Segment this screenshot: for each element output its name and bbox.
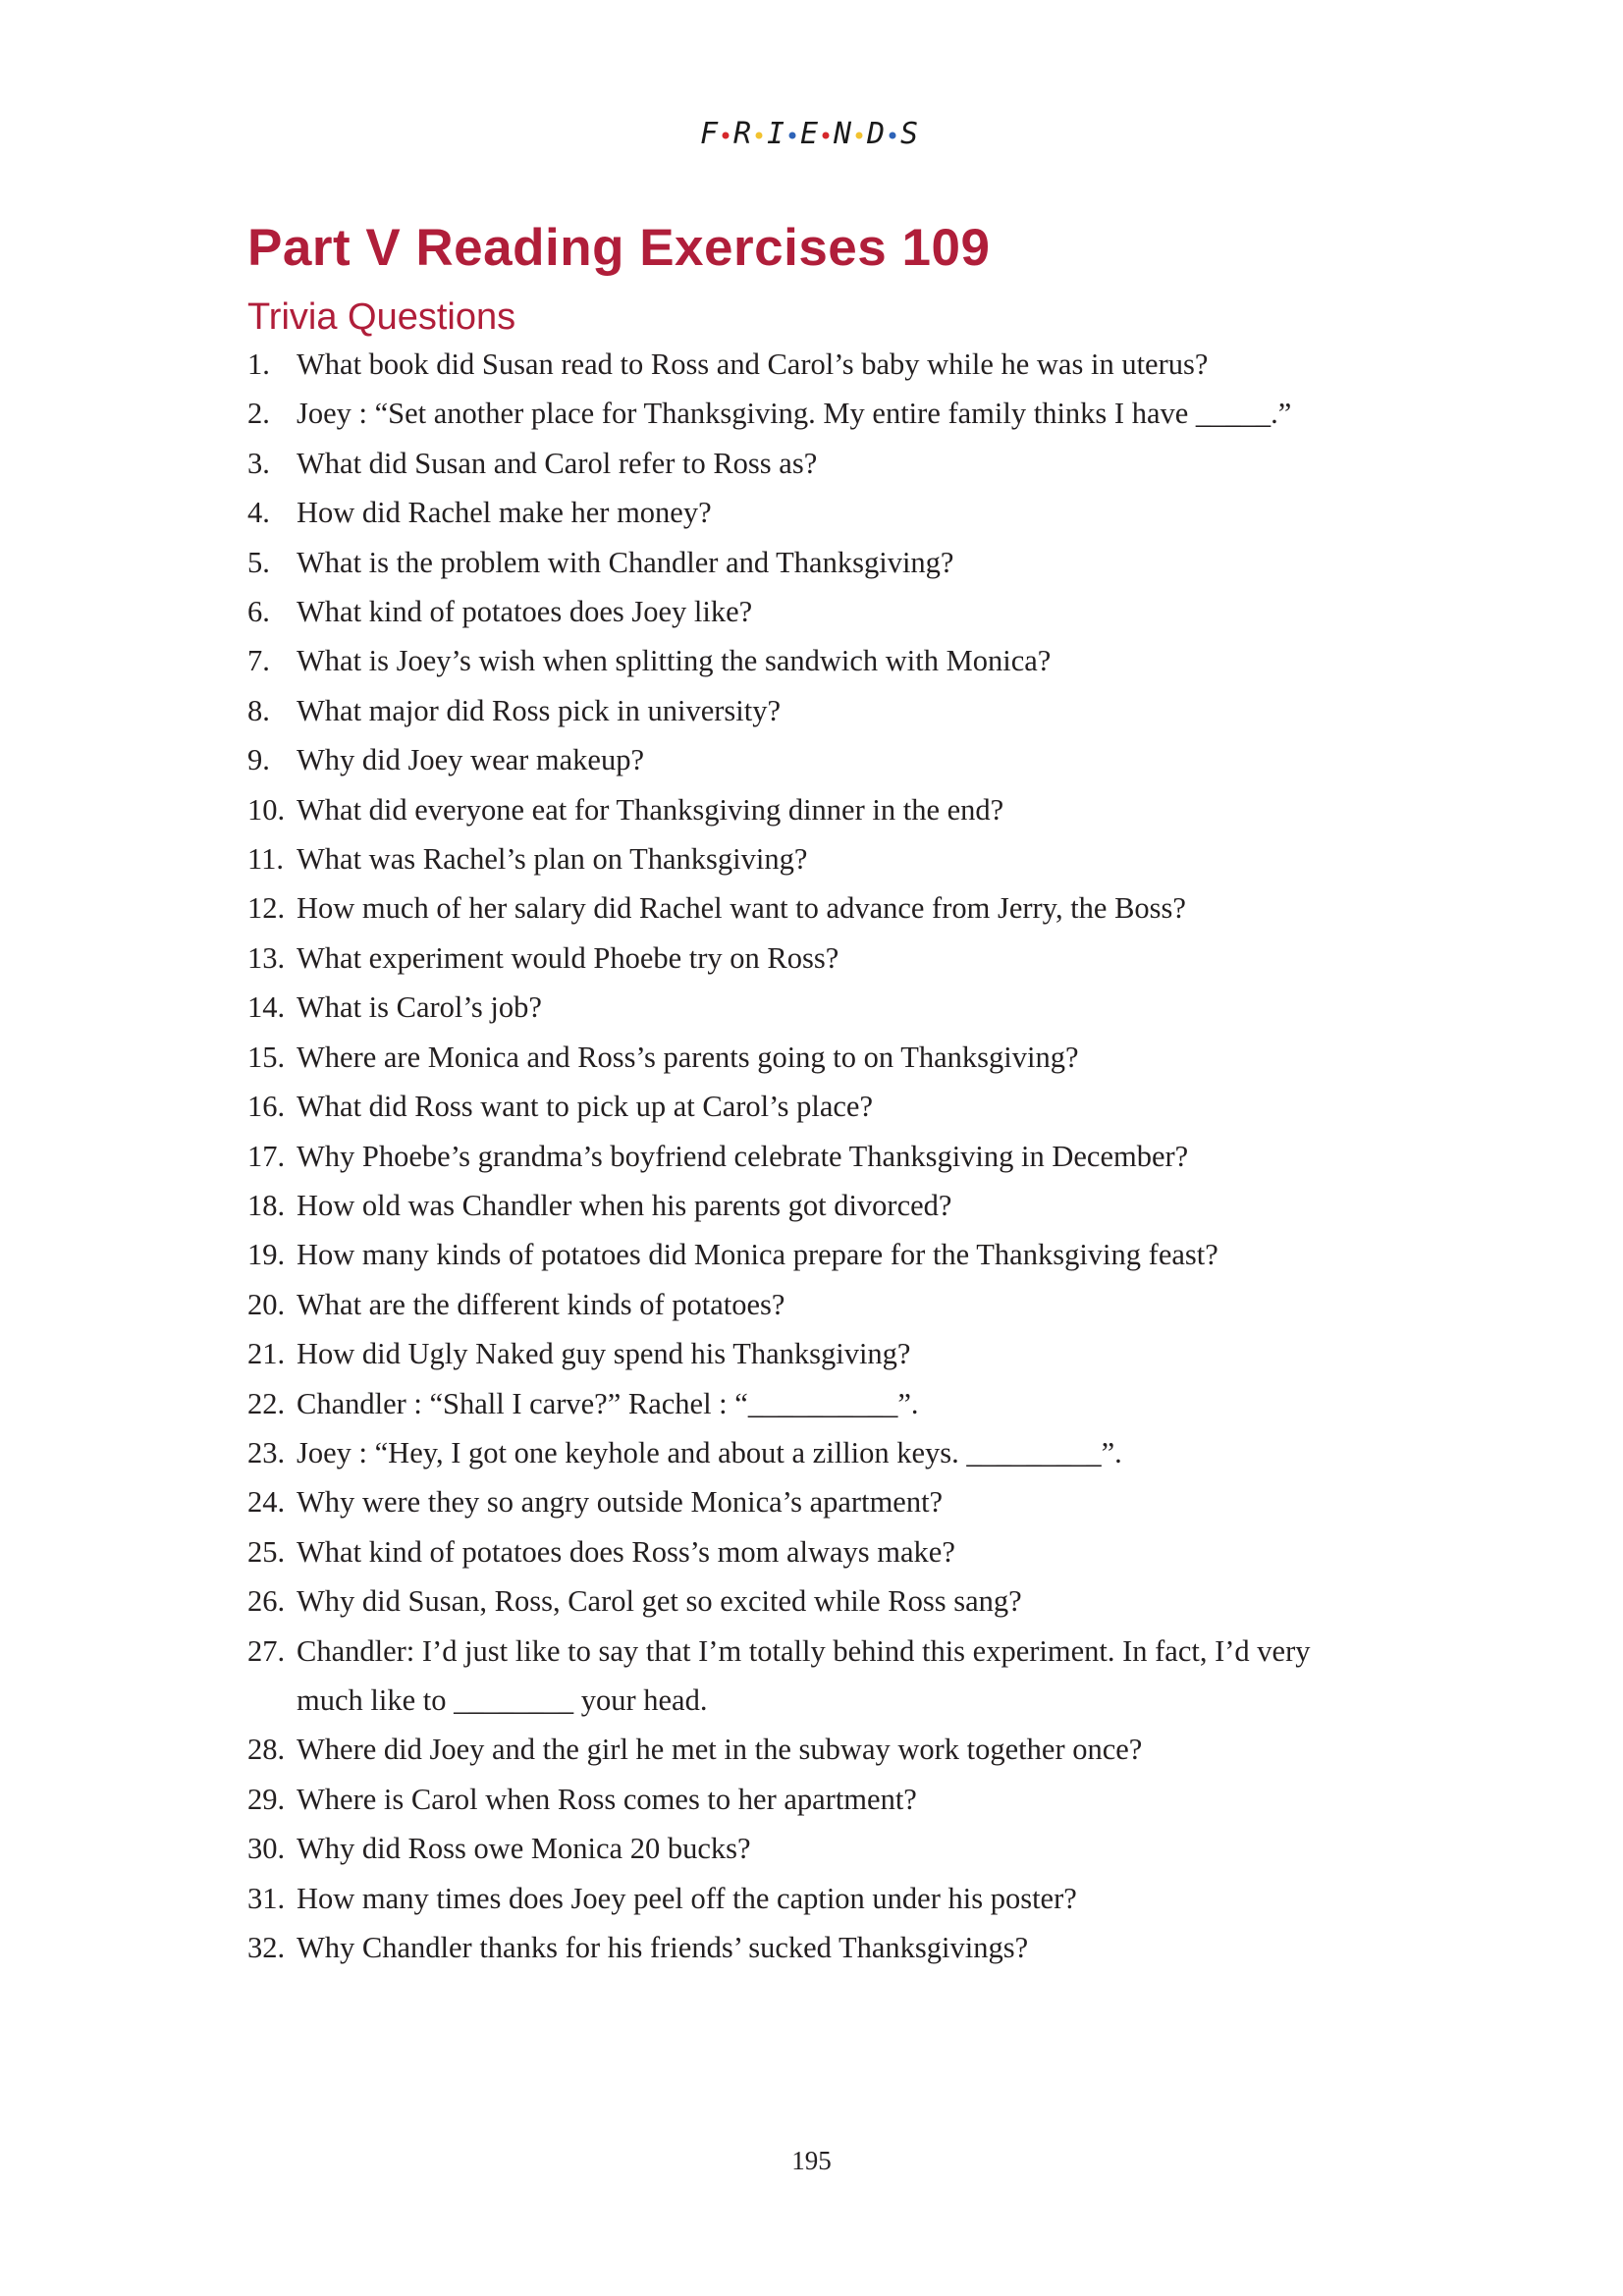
question-item xyxy=(247,636,1357,685)
question-number: 9. xyxy=(247,743,270,777)
question-text: Chandler: I’d just like to say that I’m totally behind this experiment. In fact, I’d very much like to ________ your head. xyxy=(297,1633,1311,1717)
question-list xyxy=(247,340,1357,1972)
question-text: What kind of potatoes does Ross’s mom always make? xyxy=(297,1534,955,1569)
question-text: What major did Ross pick in university? xyxy=(297,693,782,727)
question-text: How did Rachel make her money? xyxy=(297,496,712,530)
question-item xyxy=(247,934,1357,983)
section-title: Trivia Questions xyxy=(247,296,516,338)
question-number: 30. xyxy=(247,1832,286,1866)
question-number: 22. xyxy=(247,1386,286,1420)
question-item xyxy=(247,1181,1357,1230)
question-text: What experiment would Phoebe try on Ross? xyxy=(297,940,839,975)
question-number: 21. xyxy=(247,1337,286,1371)
logo-dot xyxy=(889,133,895,139)
question-number: 32. xyxy=(247,1931,286,1964)
question-number: 17. xyxy=(247,1139,286,1173)
question-number: 18. xyxy=(247,1188,286,1222)
friends-logo xyxy=(0,110,1623,153)
question-number: 24. xyxy=(247,1485,286,1520)
question-text: What are the different kinds of potatoes? xyxy=(297,1287,785,1321)
logo-dot xyxy=(822,133,829,139)
question-number: 5. xyxy=(247,545,270,579)
question-item xyxy=(247,1428,1357,1477)
question-number: 25. xyxy=(247,1534,286,1569)
question-text: What was Rachel’s plan on Thanksgiving? xyxy=(297,842,808,877)
question-text: Why Chandler thanks for his friends’ sucked Thanksgivings? xyxy=(297,1931,1029,1964)
question-number: 28. xyxy=(247,1733,286,1767)
question-number: 4. xyxy=(247,496,270,530)
question-item xyxy=(247,735,1357,784)
question-number: 15. xyxy=(247,1040,286,1074)
logo-dot xyxy=(722,133,729,139)
question-text: Why Phoebe’s grandma’s boyfriend celebrate Thanksgiving in December? xyxy=(297,1139,1189,1173)
question-text: Why were they so angry outside Monica’s apartment? xyxy=(297,1485,944,1520)
question-item xyxy=(247,1527,1357,1576)
question-item xyxy=(247,1230,1357,1279)
question-item xyxy=(247,389,1357,438)
question-item xyxy=(247,1725,1357,1774)
question-text: How old was Chandler when his parents got divorced? xyxy=(297,1188,952,1222)
logo-dot xyxy=(755,133,762,139)
logo-dot xyxy=(788,133,795,139)
logo-letter: F xyxy=(699,117,718,151)
question-text: Joey : “Set another place for Thanksgiving. My entire family thinks I have _____.” xyxy=(297,397,1292,431)
question-number: 8. xyxy=(247,693,270,727)
question-item xyxy=(247,834,1357,883)
question-number: 14. xyxy=(247,990,286,1025)
question-text: Why did Joey wear makeup? xyxy=(297,743,645,777)
question-item xyxy=(247,1775,1357,1824)
question-item xyxy=(247,785,1357,834)
question-item xyxy=(247,1477,1357,1526)
logo-letter: S xyxy=(899,117,918,151)
part-title: Part V Reading Exercises 109 xyxy=(247,219,991,277)
question-number: 16. xyxy=(247,1090,286,1124)
question-number: 11. xyxy=(247,842,284,877)
question-item xyxy=(247,883,1357,933)
question-item xyxy=(247,1627,1357,1726)
question-number: 23. xyxy=(247,1435,286,1469)
question-text: Where are Monica and Ross’s parents going to on Thanksgiving? xyxy=(297,1040,1079,1074)
page-number: 195 xyxy=(791,2146,832,2175)
question-number: 13. xyxy=(247,940,286,975)
question-text: What is Joey’s wish when splitting the sandwich with Monica? xyxy=(297,644,1052,678)
question-number: 29. xyxy=(247,1782,286,1816)
question-item xyxy=(247,983,1357,1032)
question-item xyxy=(247,538,1357,587)
question-item xyxy=(247,1132,1357,1181)
question-text: What kind of potatoes does Joey like? xyxy=(297,595,753,629)
question-item xyxy=(247,1033,1357,1082)
question-item xyxy=(247,1576,1357,1626)
question-text: Chandler : “Shall I carve?” Rachel : “__________”. xyxy=(297,1386,919,1420)
logo-letter: I xyxy=(766,117,784,151)
question-text: Why did Susan, Ross, Carol get so excited while Ross sang? xyxy=(297,1584,1022,1619)
question-text: Joey : “Hey, I got one keyhole and about a zillion keys. _________”. xyxy=(297,1435,1122,1469)
question-item xyxy=(247,439,1357,488)
logo-dot xyxy=(855,133,862,139)
question-text: How many kinds of potatoes did Monica prepare for the Thanksgiving feast? xyxy=(297,1238,1218,1272)
question-number: 3. xyxy=(247,446,270,480)
logo-letter: D xyxy=(866,117,885,151)
question-text: Where is Carol when Ross comes to her apartment? xyxy=(297,1782,917,1816)
question-number: 7. xyxy=(247,644,270,678)
question-text: What is Carol’s job? xyxy=(297,990,542,1025)
question-text: How did Ugly Naked guy spend his Thanksgiving? xyxy=(297,1337,911,1371)
question-item xyxy=(247,587,1357,636)
question-item xyxy=(247,1874,1357,1923)
friends-logo-wordmark xyxy=(694,110,930,153)
question-text: What is the problem with Chandler and Thanksgiving? xyxy=(297,545,954,579)
question-item xyxy=(247,1280,1357,1329)
question-number: 31. xyxy=(247,1881,286,1915)
logo-letter: E xyxy=(799,117,818,151)
question-item xyxy=(247,1379,1357,1428)
question-item xyxy=(247,1824,1357,1873)
question-text: What did Ross want to pick up at Carol’s place? xyxy=(297,1090,873,1124)
question-text: Where did Joey and the girl he met in the subway work together once? xyxy=(297,1733,1143,1767)
question-item xyxy=(247,686,1357,735)
question-text: Why did Ross owe Monica 20 bucks? xyxy=(297,1832,751,1866)
question-number: 26. xyxy=(247,1584,286,1619)
question-text: What did everyone eat for Thanksgiving dinner in the end? xyxy=(297,792,1004,827)
question-text: What book did Susan read to Ross and Carol’s baby while he was in uterus? xyxy=(297,347,1209,381)
question-item xyxy=(247,488,1357,537)
logo-letter: N xyxy=(833,117,851,151)
question-number: 2. xyxy=(247,397,270,431)
question-item xyxy=(247,1329,1357,1378)
question-number: 10. xyxy=(247,792,286,827)
question-text: How much of her salary did Rachel want to advance from Jerry, the Boss? xyxy=(297,891,1186,926)
question-number: 1. xyxy=(247,347,270,381)
question-item xyxy=(247,1082,1357,1131)
question-text: What did Susan and Carol refer to Ross as? xyxy=(297,446,818,480)
logo-letter: R xyxy=(732,117,751,151)
question-item xyxy=(247,340,1357,389)
question-text: How many times does Joey peel off the caption under his poster? xyxy=(297,1881,1077,1915)
question-item xyxy=(247,1923,1357,1972)
question-number: 6. xyxy=(247,595,270,629)
question-number: 19. xyxy=(247,1238,286,1272)
question-number: 20. xyxy=(247,1287,286,1321)
question-number: 27. xyxy=(247,1633,286,1668)
question-number: 12. xyxy=(247,891,286,926)
